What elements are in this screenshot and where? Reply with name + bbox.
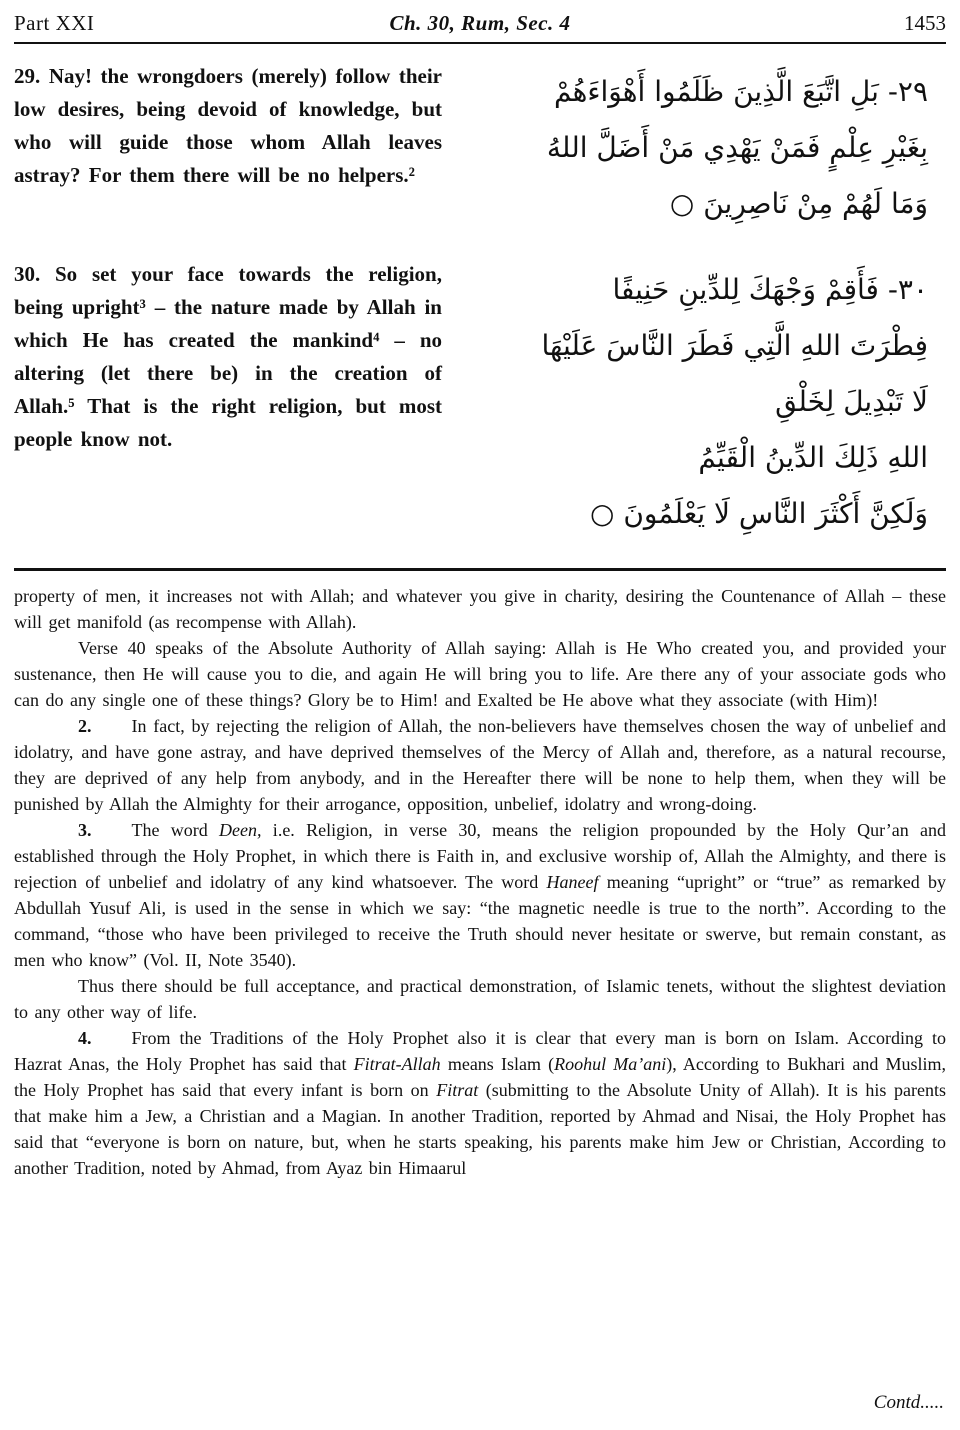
commentary-text: In fact, by rejecting the religion of Allah, the non-believers have themselves chosen the way of unbelief and idolatry, and have gone astray, and have deprived themselves of the Mercy of Allah and, therefore, as a natural recourse, they are deprived of any help from anybody, and in the Hereafter there will be none to help them, when they will be punished by Allah the Almighty for their arrogance, opposition, unbelief, idolatry and wrong-doing. <box>14 716 946 814</box>
verse-arabic-text <box>442 60 946 232</box>
commentary-paragraph <box>14 1025 946 1181</box>
commentary-text: Deen, <box>219 820 262 840</box>
commentary-paragraph <box>14 713 946 817</box>
verse-row <box>14 60 946 232</box>
arabic-line: فِطْرَتَ اللهِ الَّتِي فَطَرَ النَّاسَ عَلَيْهَا <box>541 329 928 362</box>
note-number: 4. <box>78 1028 92 1048</box>
part-label: Part XXI <box>14 11 95 35</box>
page-header <box>14 8 946 40</box>
commentary-text: Roohul Ma’ani <box>554 1054 667 1074</box>
commentary-text: means Islam ( <box>440 1054 555 1074</box>
commentary-section <box>14 581 946 1181</box>
arabic-line: ٣٠- فَأَقِمْ وَجْهَكَ لِلدِّينِ حَنِيفًا <box>612 273 928 306</box>
contd-label: Contd..... <box>873 1392 944 1413</box>
arabic-line: وَلَكِنَّ أَكْثَرَ النَّاسِ لَا يَعْلَمُونَ ○ <box>590 497 928 530</box>
commentary-paragraph <box>14 973 946 1025</box>
verses-section <box>14 44 946 542</box>
commentary-text: Haneef <box>546 872 599 892</box>
note-number: 3. <box>78 820 92 840</box>
commentary-text: property of men, it increases not with Allah; and whatever you give in charity, desiring the Countenance of Allah – these will get manifold (as recompense with Allah). <box>14 586 946 632</box>
verse-english-text: 29. Nay! the wrongdoers (merely) follow their low desires, being devoid of knowledge, but who will guide those whom Allah leaves astray? For them there will be no helpers.² <box>14 64 442 187</box>
commentary-text: ), According to Bukhari and Muslim, the Holy Prophet has said that every infant is born on <box>14 1054 946 1100</box>
verse-english-text: 30. So set your face towards the religion, being upright³ – the nature made by Allah in which He has created the mankind⁴ – no altering (let there be) in the creation of Allah.⁵ That is the right religion, but most people know not. <box>14 262 442 451</box>
commentary-text: Fitrat-Allah <box>353 1054 441 1074</box>
commentary-text: The word <box>131 820 220 840</box>
commentary-text: (submitting to the Absolute Unity of Allah). It is his parents that make him a Jew, a Christian and a Magian. In another Tradition, reported by Ahmad and Nisai, the Holy Prophet has said that “everyone is born on nature, but, when he starts speaking, his parents make him Jew or Christian, According to another Tradition, noted by Ahmad, from Ayaz bin Himaarul <box>14 1080 946 1178</box>
commentary-text: i.e. Religion, in verse 30, means the religion propounded by the Holy Qur’an and established through the Holy Prophet, in which there is Faith in, and exclusive worship of, Allah the Almighty, and there is rejection of unbelief and idolatry of any kind whatsoever. The word <box>14 820 946 892</box>
arabic-line: لَا تَبْدِيلَ لِخَلْقِ <box>775 385 928 418</box>
commentary-paragraph <box>14 635 946 713</box>
section-divider <box>14 568 946 571</box>
arabic-line: ٢٩- بَلِ اتَّبَعَ الَّذِينَ ظَلَمُوا أَهْوَاءَهُمْ <box>553 75 928 108</box>
commentary-text: Thus there should be full acceptance, and practical demonstration, of Islamic tenets, without the slightest deviation to any other way of life. <box>14 976 946 1022</box>
arabic-line: وَمَا لَهُمْ مِنْ نَاصِرِينَ ○ <box>669 187 928 220</box>
arabic-line: بِغَيْرِ عِلْمٍ فَمَنْ يَهْدِي مَنْ أَضَلَّ اللهُ <box>546 131 928 164</box>
verse-arabic-text <box>442 258 946 542</box>
arabic-line: اللهِ ذَلِكَ الدِّينُ الْقَيِّمُ <box>698 441 928 474</box>
commentary-text: From the Traditions of the Holy Prophet also it is clear that every man is born on Islam. According to Hazrat Anas, the Holy Prophet has said that <box>14 1028 946 1074</box>
commentary-text: Fitrat <box>436 1080 479 1100</box>
verse-row <box>14 258 946 542</box>
commentary-text: Verse 40 speaks of the Absolute Authority of Allah saying: Allah is He Who created you, and provided your sustenance, then He will cause you to die, and again He will bring you to life. Are there any of your associate gods who can do any single one of these things? Glory be to Him! and Exalted be He above what they associate (with Him)! <box>14 638 946 710</box>
commentary-paragraph <box>14 583 946 635</box>
chapter-title: Ch. 30, Rum, Sec. 4 <box>389 11 571 35</box>
note-number: 2. <box>78 716 92 736</box>
commentary-paragraph <box>14 817 946 973</box>
commentary-text: meaning “upright” or “true” as remarked by Abdullah Yusuf Ali, is used in the sense in which we say: “the magnetic needle is true to the north”. According to the command, “those who have been privileged to receive the Truth should never hesitate or swerve, but remain constant, as men who know” (Vol. II, Note 3540). <box>14 872 946 970</box>
page-number: 1453 <box>904 11 946 35</box>
